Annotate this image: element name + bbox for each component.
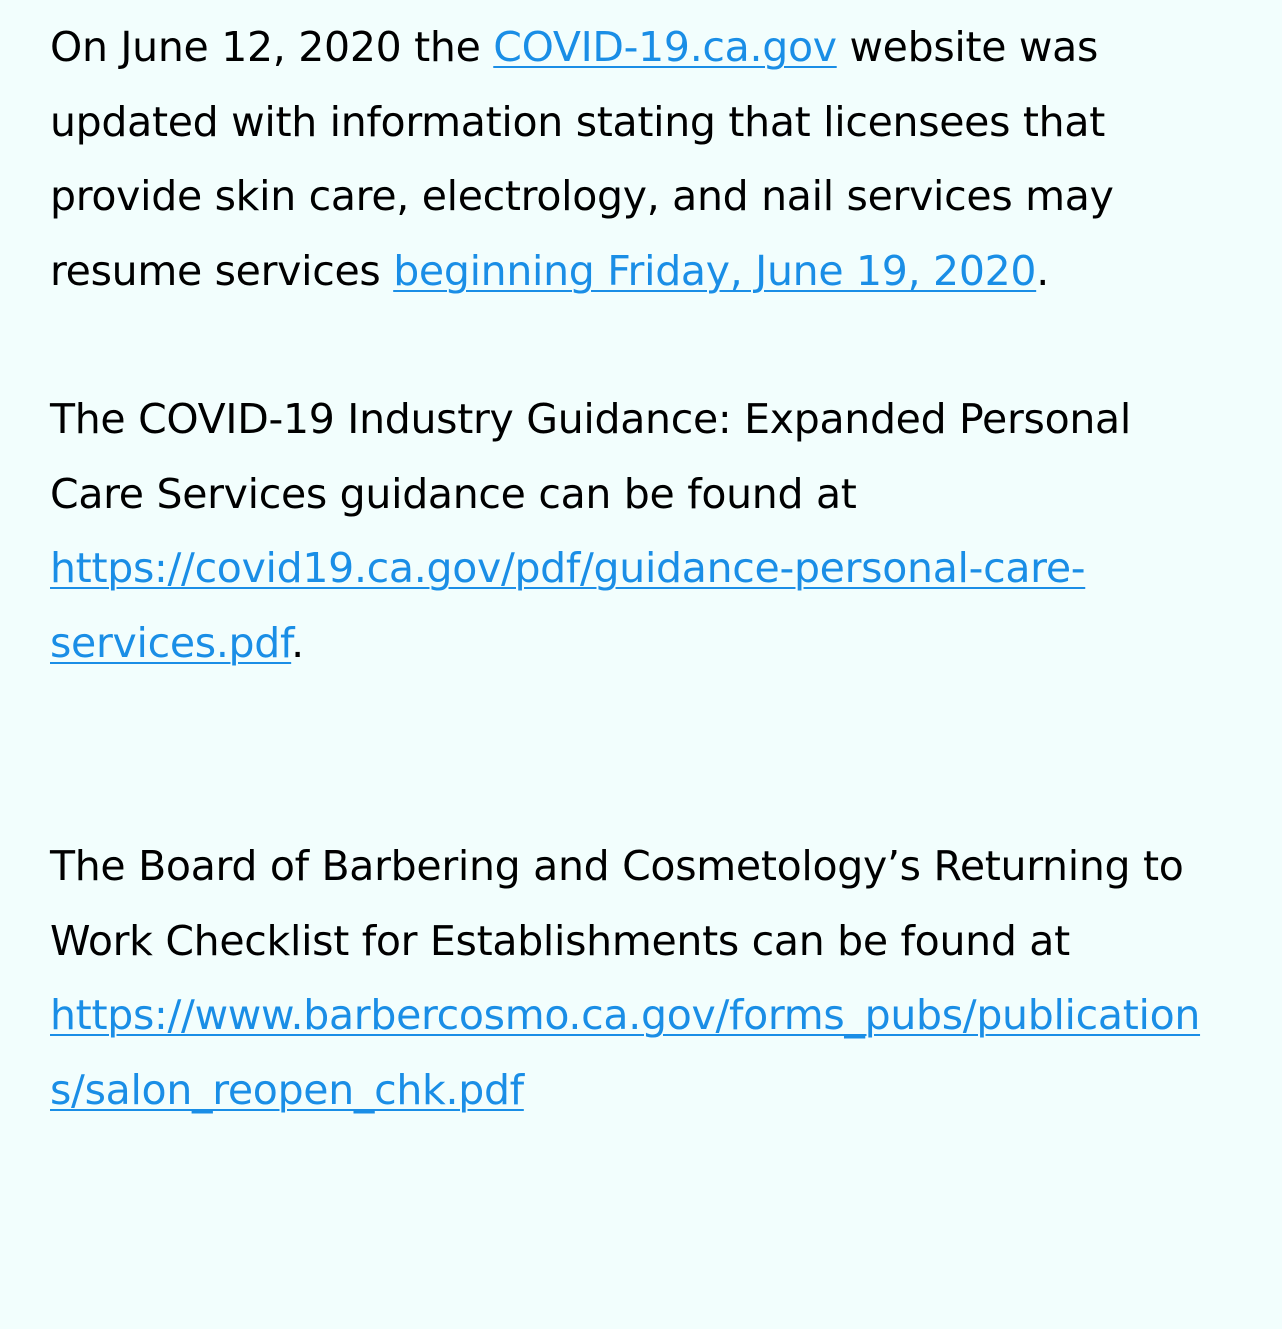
guidance-text: The COVID-19 Industry Guidance: Expanded Personal Care Services guidance can be found at [50,395,1131,518]
announcement-paragraph [50,10,1210,308]
guidance-pdf-link[interactable]: https://covid19.ca.gov/pdf/guidance-personal-care-services.pdf [50,544,1086,667]
announcement-suffix: . [1036,246,1049,295]
guidance-paragraph [50,382,1210,680]
guidance-suffix: . [291,618,304,667]
checklist-pdf-link[interactable]: https://www.barbercosmo.ca.gov/forms_pubs/publications/salon_reopen_chk.pdf [50,991,1201,1114]
resume-date-link[interactable]: beginning Friday, June 19, 2020 [393,246,1037,295]
announcement-middle: website was updated with information stating that licensees that provide skin care, electrology, and nail services may resume services [50,23,1114,295]
checklist-paragraph [50,829,1210,1127]
announcement-prefix: On June 12, 2020 the [50,23,494,71]
covid19-site-link[interactable]: COVID-19.ca.gov [493,23,837,71]
checklist-text: The Board of Barbering and Cosmetology’s Returning to Work Checklist for Establishments can be found at [50,842,1184,965]
